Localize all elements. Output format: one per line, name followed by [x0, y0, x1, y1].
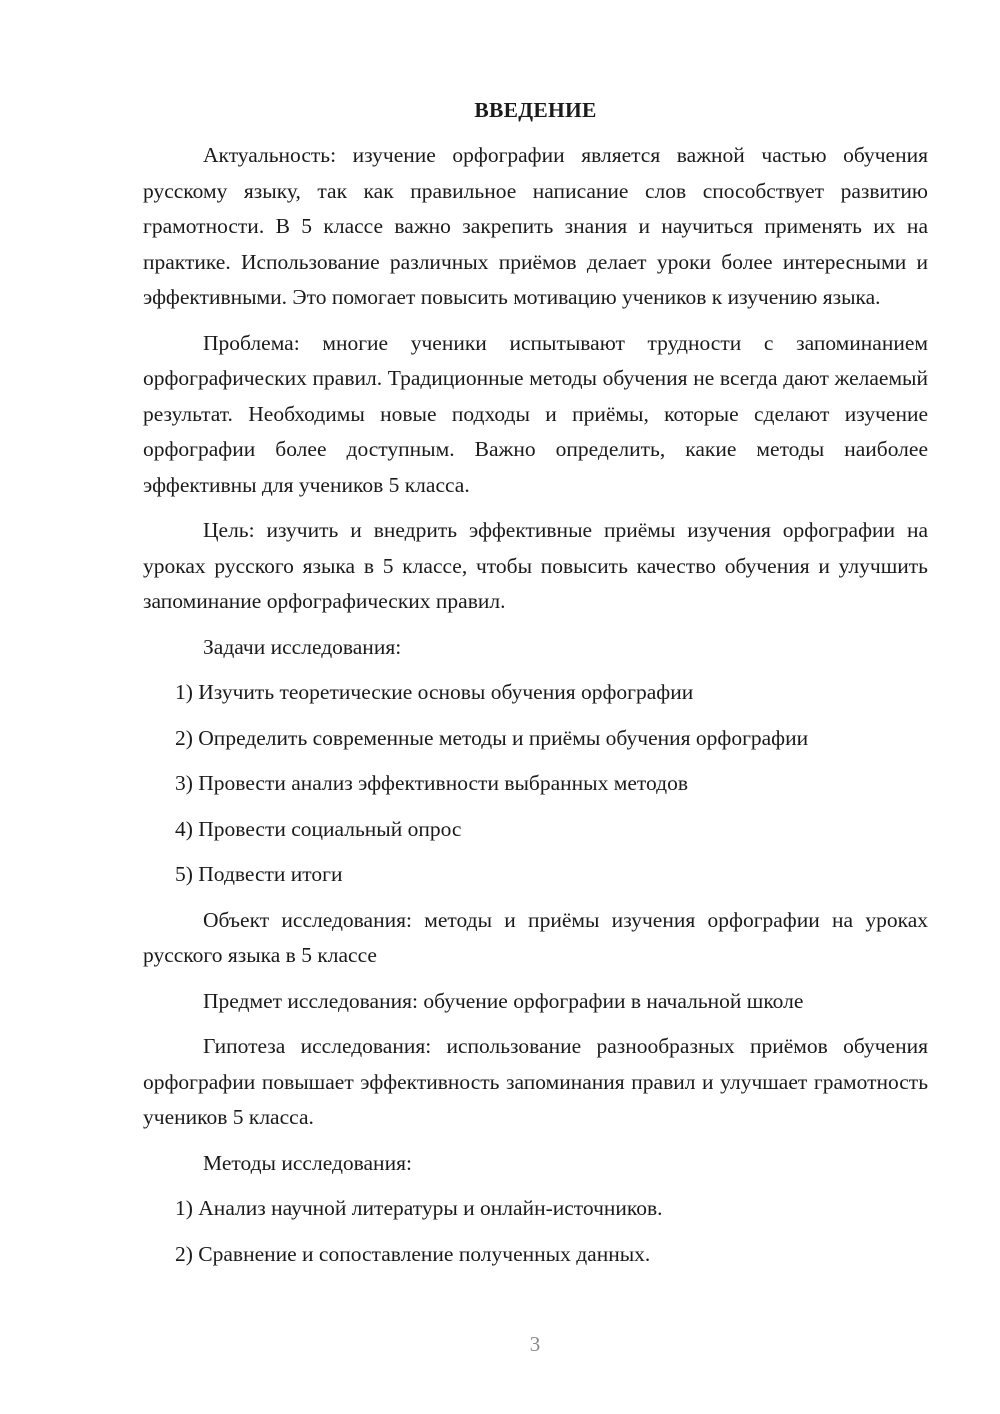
method-item-1: 1) Анализ научной литературы и онлайн-источников. [175, 1196, 663, 1220]
task-item-2: 2) Определить современные методы и приёмы обучения орфографии [175, 725, 809, 750]
subject-paragraph: Предмет исследования: обучение орфографии в начальной школе [203, 988, 804, 1013]
task-item-3: 3) Провести анализ эффективности выбранных методов [175, 771, 688, 795]
hypothesis-paragraph: Гипотеза исследования: использование разнообразных приёмов обучения орфографии повышает эффективность запоминания правил и улучшает грамотность учеников 5 класса. [143, 1034, 928, 1129]
method-item-2: 2) Сравнение и сопоставление полученных данных. [175, 1241, 651, 1266]
goal-paragraph: Цель: изучить и внедрить эффективные приёмы изучения орфографии на уроках русского языка в 5 классе, чтобы повысить качество обучения и улучшить запоминание орфографических правил. [143, 518, 928, 613]
relevance-paragraph: Актуальность: изучение орфографии является важной частью обучения русскому языку, так как правильное написание слов способствует развитию грамотности. В 5 классе важно закрепить знания и научиться применять их на практике. Использование различных приёмов делает уроки более интересными и эффективными. Это помогает повысить мотивацию учеников к изучению языка. [143, 143, 928, 309]
task-item-5: 5) Подвести итоги [175, 862, 343, 886]
document-page [143, 94, 928, 1282]
section-heading: ВВЕДЕНИЕ [474, 98, 597, 122]
problem-paragraph: Проблема: многие ученики испытывают трудности с запоминанием орфографических правил. Традиционные методы обучения не всегда дают желаемый результат. Необходимы новые подходы и приёмы, которые сделают изучение орфографии более доступным. Важно определить, какие методы наиболее эффективны для учеников 5 класса. [143, 330, 928, 497]
tasks-label: Задачи исследования: [203, 634, 402, 659]
task-item-4: 4) Провести социальный опрос [175, 816, 462, 841]
methods-label: Методы исследования: [203, 1150, 412, 1175]
task-item-1: 1) Изучить теоретические основы обучения орфографии [175, 680, 694, 704]
object-paragraph: Объект исследования: методы и приёмы изучения орфографии на уроках русского языка в 5 классе [143, 907, 928, 967]
page-number: 3 [529, 1332, 541, 1356]
